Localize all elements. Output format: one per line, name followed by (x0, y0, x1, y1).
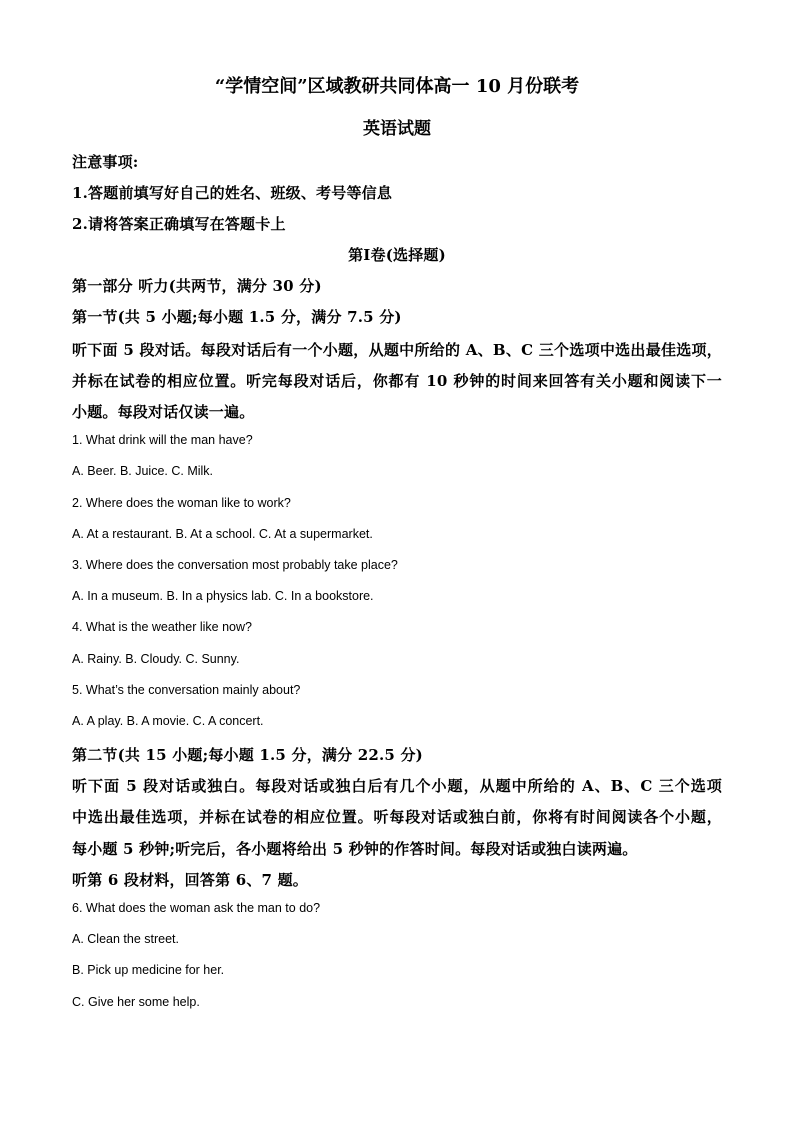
section2-heading: 第二节(共 15 小题;每小题 1.5 分，满分 22.5 分) (72, 746, 423, 764)
section1-instruction-line: 听下面 5 段对话。每段对话后有一个小题，从题中所给的 A、B、C 三个选项中选出最佳选项， (72, 341, 722, 359)
question-text: 2. Where does the woman like to work? (72, 496, 291, 510)
notes-item: 1.答题前填写好自己的姓名、班级、考号等信息 (72, 184, 393, 202)
question-options: A. A play. B. A movie. C. A concert. (72, 714, 264, 728)
section1-heading: 第一节(共 5 小题;每小题 1.5 分，满分 7.5 分) (72, 308, 402, 326)
section1-instruction-line: 小题。每段对话仅读一遍。 (72, 403, 255, 421)
question-options: A. At a restaurant. B. At a school. C. At a supermarket. (72, 527, 373, 541)
section2-instruction-line: 听下面 5 段对话或独白。每段对话或独白后有几个小题，从题中所给的 A、B、C 三个选项 (72, 777, 722, 795)
question-option: C. Give her some help. (72, 995, 200, 1009)
question-text: 5. What’s the conversation mainly about? (72, 683, 301, 697)
section2-instruction-line: 每小题 5 秒钟;听完后，各小题将给出 5 秒钟的作答时间。每段对话或独白读两遍。 (72, 840, 638, 858)
section1-instruction-line: 并标在试卷的相应位置。听完每段对话后，你都有 10 秒钟的时间来回答有关小题和阅读下一 (72, 372, 722, 390)
question-options: A. In a museum. B. In a physics lab. C. In a bookstore. (72, 589, 374, 603)
material-heading: 听第 6 段材料，回答第 6、7 题。 (72, 871, 309, 889)
question-option: B. Pick up medicine for her. (72, 963, 225, 977)
exam-title: “学情空间”区域教研共同体高一 10 月份联考 (214, 76, 580, 97)
question-option: A. Clean the street. (72, 932, 180, 946)
question-text: 4. What is the weather like now? (72, 620, 252, 634)
question-text: 6. What does the woman ask the man to do? (72, 901, 321, 915)
section2-instruction-line: 中选出最佳选项，并标在试卷的相应位置。听每段对话或独白前，你将有时间阅读各个小题， (72, 808, 722, 826)
notes-item: 2.请将答案正确填写在答题卡上 (72, 215, 286, 233)
exam-subtitle: 英语试题 (363, 119, 431, 139)
question-text: 1. What drink will the man have? (72, 433, 253, 447)
volume-title: 第Ⅰ卷(选择题) (348, 246, 446, 264)
part1-heading: 第一部分 听力(共两节，满分 30 分) (72, 277, 322, 295)
question-text: 3. Where does the conversation most probably take place? (72, 558, 398, 572)
question-options: A. Beer. B. Juice. C. Milk. (72, 464, 214, 478)
question-options: A. Rainy. B. Cloudy. C. Sunny. (72, 652, 240, 666)
notes-heading: 注意事项: (72, 153, 139, 171)
